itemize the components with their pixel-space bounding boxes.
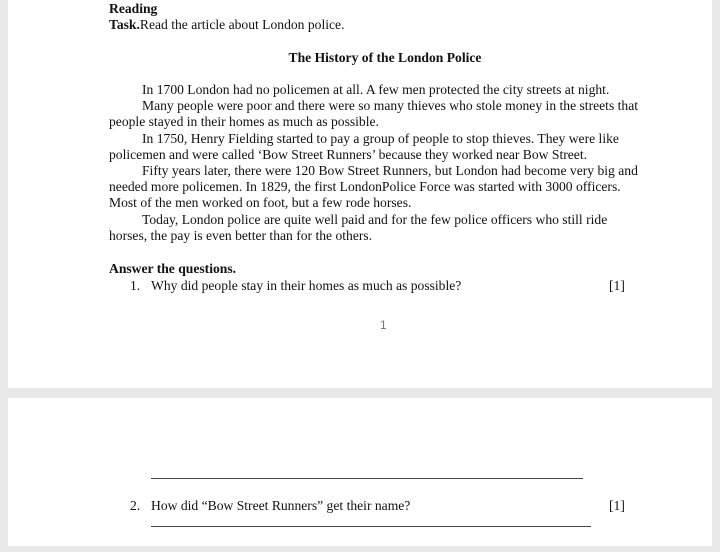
task-text: Read the article about London police. xyxy=(139,17,345,32)
article-title: The History of the London Police xyxy=(288,50,482,65)
question-2-text: How did “Bow Street Runners” get their name? xyxy=(151,498,411,513)
article-line: Fifty years later, there were 120 Bow Street Runners, but London had become very big and xyxy=(142,163,638,178)
article-line: In 1700 London had no policemen at all. A few men protected the city streets at night. xyxy=(142,82,610,97)
document-page-1 xyxy=(8,0,712,388)
section-heading: Reading xyxy=(109,1,158,16)
answer-heading: Answer the questions. xyxy=(109,261,237,276)
answer-line-2 xyxy=(151,526,591,527)
question-1-marks: [1] xyxy=(609,278,625,293)
document-page-2 xyxy=(8,398,712,546)
article-line: people stayed in their homes as much as possible. xyxy=(109,114,379,129)
question-2-number: 2. xyxy=(130,498,141,513)
question-1-number: 1. xyxy=(130,278,141,293)
page-number: 1 xyxy=(380,318,387,332)
article-line: needed more policemen. In 1829, the first LondonPolice Force was started with 3000 officers. xyxy=(109,179,621,194)
article-line: Many people were poor and there were so many thieves who stole money in the streets that xyxy=(142,98,639,113)
task-line xyxy=(109,17,344,33)
task-label: Task. xyxy=(109,17,140,32)
article-line: In 1750, Henry Fielding started to pay a group of people to stop thieves. They were like xyxy=(142,131,619,146)
article-line: policemen and were called ‘Bow Street Runners’ because they worked near Bow Street. xyxy=(109,147,587,162)
article-line: Today, London police are quite well paid and for the few police officers who still ride xyxy=(142,212,608,227)
question-1-text: Why did people stay in their homes as much as possible? xyxy=(151,278,462,293)
article-line: horses, the pay is even better than for the others. xyxy=(109,228,373,243)
article-line: Most of the men worked on foot, but a few rode horses. xyxy=(109,195,412,210)
answer-line-1 xyxy=(151,478,583,479)
question-2-marks: [1] xyxy=(609,498,625,513)
